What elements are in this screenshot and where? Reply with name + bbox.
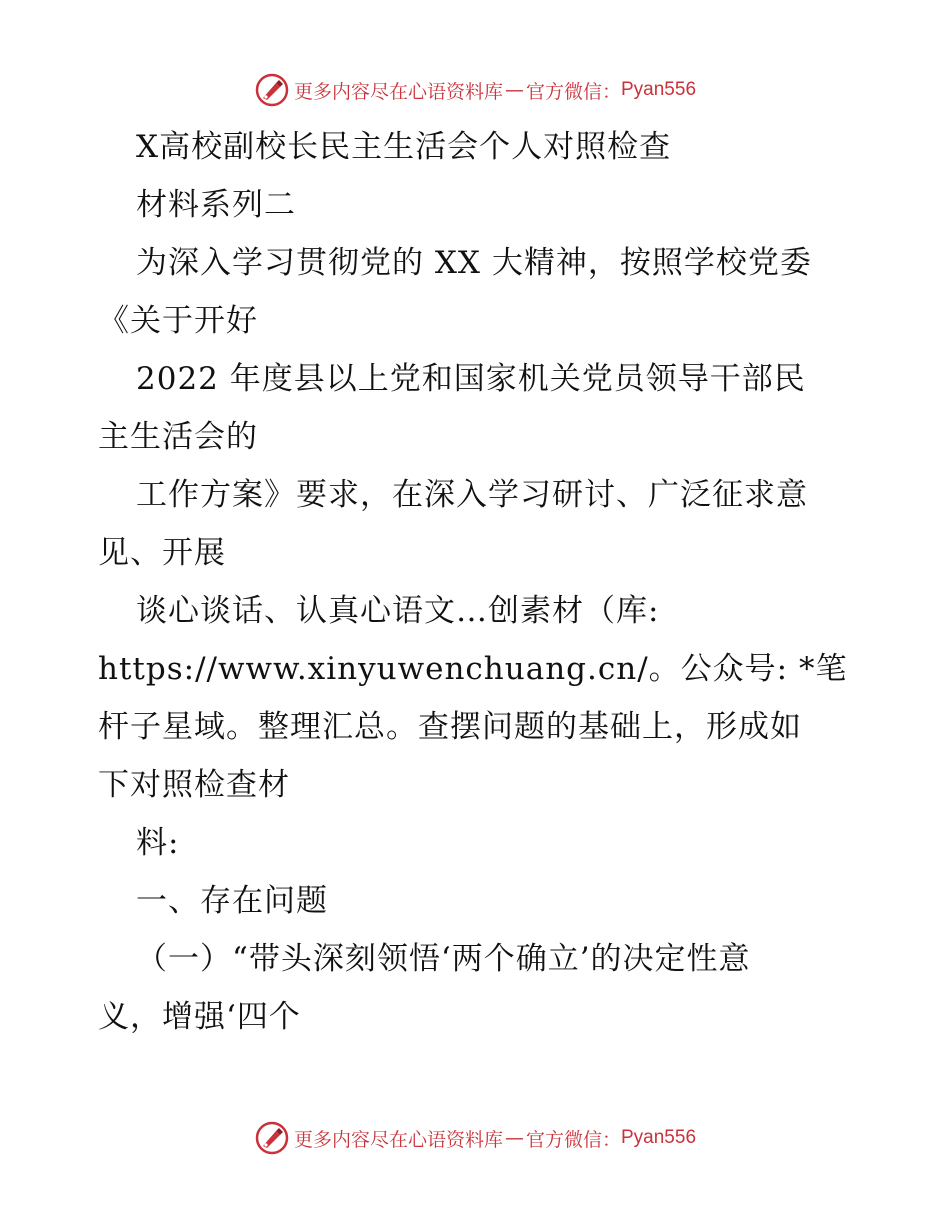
doc-line: 料: — [136, 825, 180, 861]
doc-line: 义，增强‘四个 — [98, 999, 301, 1035]
doc-line: 见、开展 — [98, 535, 226, 571]
doc-line: 2022 年度县以上党和国家机关党员领导干部民 — [136, 361, 806, 397]
banner-wechat-handle: Pyan556 — [621, 79, 697, 100]
doc-line: 谈心谈话、认真心语文…创素材（库: — [136, 593, 660, 629]
doc-line: 主生活会的 — [98, 419, 258, 455]
banner-wechat-handle: Pyan556 — [621, 1127, 697, 1148]
document-body — [98, 118, 858, 1046]
doc-line: 为深入学习贯彻党的 XX 大精神，按照学校党委 — [136, 245, 812, 281]
doc-line: 下对照检查材 — [98, 767, 290, 803]
banner-wechat-label: 官方微信： — [525, 80, 621, 103]
banner-wechat-label: 官方微信： — [525, 1128, 621, 1151]
header-banner — [0, 68, 950, 112]
doc-line: X高校副校长民主生活会个人对照检查 — [136, 129, 672, 165]
banner-brand: 更多内容尽在心语资料库 — [293, 1128, 503, 1151]
doc-line: （一）“带头深刻领悟‘两个确立’的决定性意 — [136, 941, 751, 977]
pen-logo-icon — [254, 72, 290, 108]
banner-brand: 更多内容尽在心语资料库 — [293, 80, 503, 103]
footer-banner — [0, 1116, 950, 1160]
doc-line: 材料系列二 — [136, 187, 296, 223]
banner-separator: — — [504, 1127, 524, 1149]
doc-line: 《关于开好 — [98, 303, 258, 339]
doc-line: 一、存在问题 — [136, 883, 328, 919]
banner-separator: — — [504, 79, 524, 101]
doc-line: 杆子星域。整理汇总。查摆问题的基础上，形成如 — [98, 709, 802, 745]
pen-logo-icon — [254, 1120, 290, 1156]
doc-line: 工作方案》要求，在深入学习研讨、广泛征求意 — [136, 477, 808, 513]
doc-line: https://www.xinyuwenchuang.cn/。公众号: *笔 — [98, 651, 848, 687]
